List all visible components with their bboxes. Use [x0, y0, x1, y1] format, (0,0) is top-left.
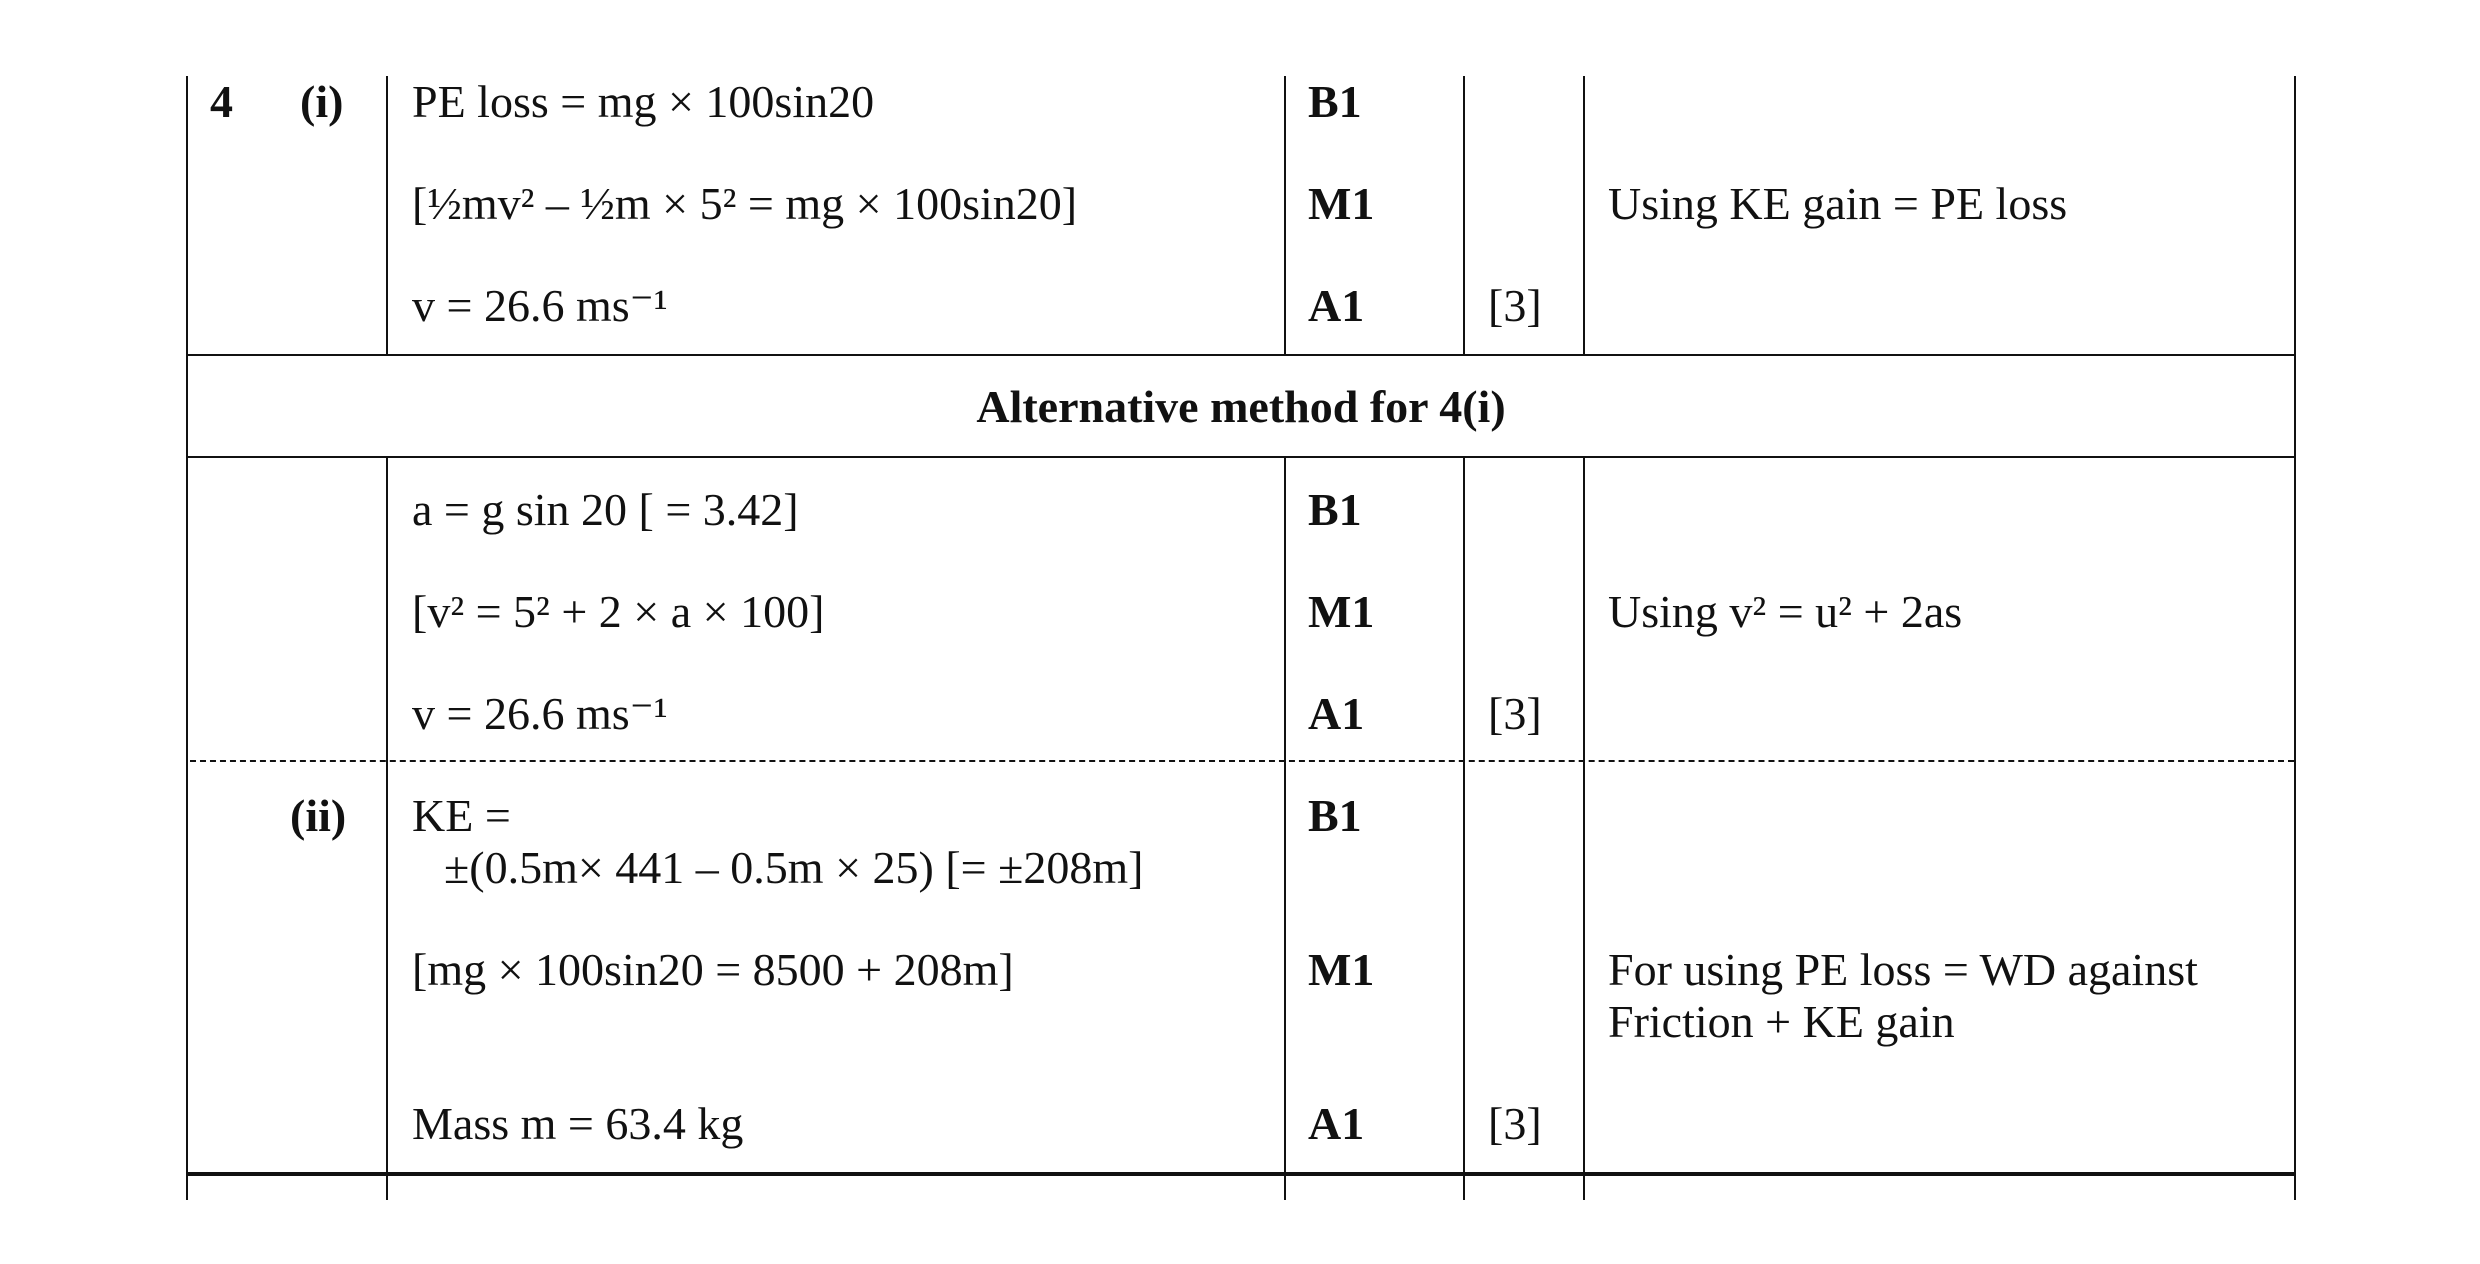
alt-working-suvat: [v² = 5² + 2 × a × 100] [412, 586, 825, 637]
column-divider-total-bottom [1463, 456, 1465, 1200]
mark-a1: A1 [1308, 280, 1365, 331]
alt-guidance-suvat: Using v² = u² + 2as [1608, 586, 1963, 637]
working-line-pe-loss: PE loss = mg × 100sin20 [412, 76, 875, 127]
alternative-heading: Alternative method for 4(i) [976, 381, 1506, 432]
part-ii-mark-m1: M1 [1308, 944, 1375, 995]
alt-heading-top-border [186, 354, 2296, 356]
working-line-energy-equation: [½mv² – ½m × 5² = mg × 100sin20] [412, 178, 1078, 229]
mark-m1: M1 [1308, 178, 1375, 229]
column-divider-mark-top [1284, 76, 1286, 356]
table-border-left-bottom [186, 456, 188, 1200]
column-divider-guidance-bottom [1583, 456, 1585, 1200]
alt-mark-a1: A1 [1308, 688, 1365, 739]
table-border-right-top [2294, 76, 2296, 356]
part-ii-mark-a1: A1 [1308, 1098, 1365, 1149]
alt-working-velocity: v = 26.6 ms⁻¹ [412, 688, 668, 739]
working-ke-expression: ±(0.5m× 441 – 0.5m × 25) [= ±208m] [444, 842, 1144, 893]
working-mass-result: Mass m = 63.4 kg [412, 1098, 744, 1149]
table-border-left-top [186, 76, 188, 356]
table-border-right-bottom [2294, 456, 2296, 1200]
part-ii-mark-b1: B1 [1308, 790, 1362, 841]
part-label-i: (i) [300, 76, 344, 127]
guidance-wd-friction-line1: For using PE loss = WD against [1608, 944, 2198, 995]
part-ii-total-marks: [3] [1488, 1098, 1542, 1149]
dashed-separator [190, 760, 2294, 762]
alt-total-marks: [3] [1488, 688, 1542, 739]
guidance-wd-friction-line2: Friction + KE gain [1608, 996, 1955, 1047]
guidance-ke-gain: Using KE gain = PE loss [1608, 178, 2068, 229]
column-divider-working-bottom [386, 456, 388, 1200]
total-marks: [3] [1488, 280, 1542, 331]
alt-working-acceleration: a = g sin 20 [ = 3.42] [412, 484, 799, 535]
column-divider-guidance-top [1583, 76, 1585, 356]
working-line-velocity: v = 26.6 ms⁻¹ [412, 280, 668, 331]
alt-mark-m1: M1 [1308, 586, 1375, 637]
working-energy-balance: [mg × 100sin20 = 8500 + 208m] [412, 944, 1014, 995]
alt-heading-bottom-border [186, 456, 2296, 458]
column-divider-working-top [386, 76, 388, 356]
part-label-ii: (ii) [290, 790, 347, 841]
alt-mark-b1: B1 [1308, 484, 1362, 535]
column-divider-total-top [1463, 76, 1465, 356]
working-ke-label: KE = [412, 790, 511, 841]
column-divider-mark-bottom [1284, 456, 1286, 1200]
question-number: 4 [210, 76, 233, 127]
mark-b1: B1 [1308, 76, 1362, 127]
table-bottom-border [186, 1172, 2296, 1176]
